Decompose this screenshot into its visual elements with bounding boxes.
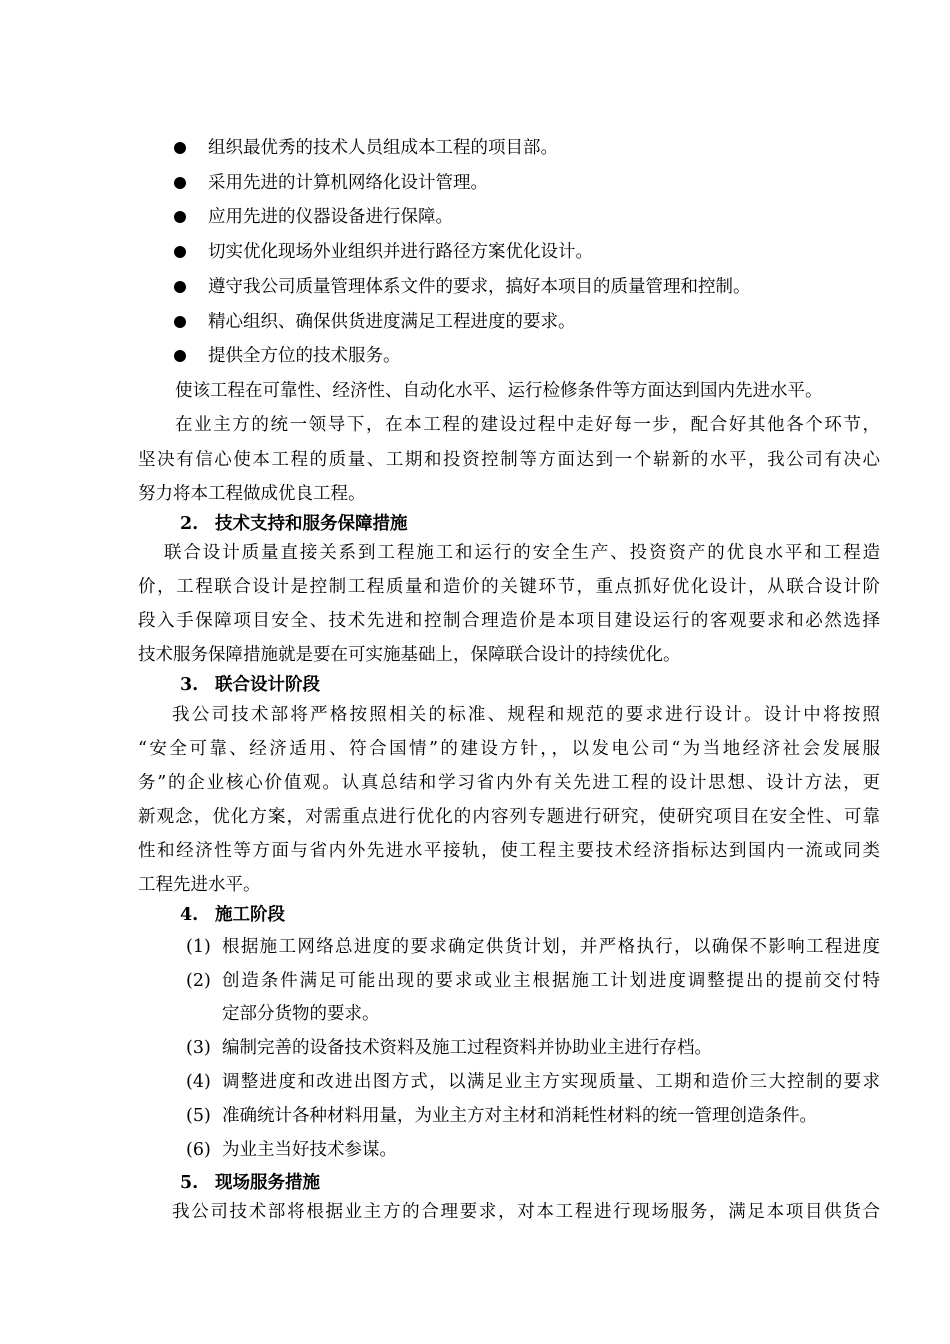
item-index: (6) xyxy=(186,1140,211,1160)
section-title: 联合设计阶段 xyxy=(215,675,320,695)
item-text: 为业主当好技术参谋。 xyxy=(222,1140,397,1160)
bullet-dot-icon xyxy=(174,211,186,223)
bullet-text: 遵守我公司质量管理体系文件的要求，搞好本项目的质量管理和控制。 xyxy=(208,277,751,297)
section-number: 4. xyxy=(180,905,199,925)
section-heading xyxy=(180,1171,320,1195)
bullet-item xyxy=(172,240,880,264)
item-text-continuation: 定部分货物的要求。 xyxy=(222,1004,380,1024)
paragraph-line: “安全可靠、经济适用、符合国情”的建设方针，，以发电公司“为当地经济社会发展服 xyxy=(138,739,880,759)
bullet-dot-icon xyxy=(174,142,186,154)
paragraph-line: 新观念，优化方案，对需重点进行优化的内容列专题进行研究，使研究项目在安全性、可靠 xyxy=(138,807,880,827)
item-text: 调整进度和改进出图方式，以满足业主方实现质量、工期和造价三大控制的要求 xyxy=(222,1072,880,1092)
item-index: (1) xyxy=(186,937,211,957)
bullet-text: 切实优化现场外业组织并进行路径方案优化设计。 xyxy=(208,242,593,262)
paragraph-line: 性和经济性等方面与省内外先进水平接轨，使工程主要技术经济指标达到国内一流或同类 xyxy=(138,841,880,861)
bullet-dot-icon xyxy=(174,316,186,328)
paragraph-line: 在业主方的统一领导下，在本工程的建设过程中走好每一步，配合好其他各个环节， xyxy=(175,415,880,435)
bullet-text: 精心组织、确保供货进度满足工程进度的要求。 xyxy=(208,312,576,332)
numbered-item xyxy=(186,935,880,959)
bullet-text: 组织最优秀的技术人员组成本工程的项目部。 xyxy=(208,138,558,158)
item-index: (4) xyxy=(186,1072,211,1092)
paragraph-line: 技术服务保障措施就是要在可实施基础上，保障联合设计的持续优化。 xyxy=(138,645,681,665)
paragraph-line: 价，工程联合设计是控制工程质量和造价的关键环节，重点抓好优化设计，从联合设计阶 xyxy=(138,577,880,597)
paragraph-line: 我公司技术部将严格按照相关的标准、规程和规范的要求进行设计。设计中将按照 xyxy=(172,705,880,725)
paragraph-line: 联合设计质量直接关系到工程施工和运行的安全生产、投资资产的优良水平和工程造 xyxy=(164,543,880,563)
section-number: 2. xyxy=(180,514,199,534)
paragraph-line: 务”的企业核心价值观。认真总结和学习省内外有关先进工程的设计思想、设计方法，更 xyxy=(138,773,880,793)
paragraph-line: 工程先进水平。 xyxy=(138,875,261,895)
bullet-dot-icon xyxy=(174,177,186,189)
item-index: (5) xyxy=(186,1106,211,1126)
paragraph-line: 使该工程在可靠性、经济性、自动化水平、运行检修条件等方面达到国内先进水平。 xyxy=(175,381,823,401)
section-title: 技术支持和服务保障措施 xyxy=(215,514,408,534)
item-text: 根据施工网络总进度的要求确定供货计划，并严格执行，以确保不影响工程进度 xyxy=(222,937,880,957)
section-number: 5. xyxy=(180,1173,199,1193)
bullet-dot-icon xyxy=(174,281,186,293)
paragraph-line: 段入手保障项目安全、技术先进和控制合理造价是本项目建设运行的客观要求和必然选择 xyxy=(138,611,880,631)
bullet-dot-icon xyxy=(174,246,186,258)
paragraph-line: 我公司技术部将根据业主方的合理要求，对本工程进行现场服务，满足本项目供货合 xyxy=(172,1202,880,1222)
section-title: 现场服务措施 xyxy=(215,1173,320,1193)
numbered-item xyxy=(186,1070,880,1094)
section-heading xyxy=(180,512,408,536)
numbered-item xyxy=(186,1138,880,1162)
numbered-item xyxy=(186,969,880,993)
bullet-text: 应用先进的仪器设备进行保障。 xyxy=(208,207,453,227)
paragraph-line: 努力将本工程做成优良工程。 xyxy=(138,484,366,504)
item-index: (2) xyxy=(186,971,211,991)
bullet-item xyxy=(172,171,880,195)
bullet-text: 采用先进的计算机网络化设计管理。 xyxy=(208,173,488,193)
item-text: 准确统计各种材料用量，为业主方对主材和消耗性材料的统一管理创造条件。 xyxy=(222,1106,817,1126)
section-title: 施工阶段 xyxy=(215,905,285,925)
item-index: (3) xyxy=(186,1038,211,1058)
numbered-item xyxy=(186,1104,880,1128)
item-text: 编制完善的设备技术资料及施工过程资料并协助业主进行存档。 xyxy=(222,1038,712,1058)
section-number: 3. xyxy=(180,675,199,695)
numbered-item xyxy=(186,1036,880,1060)
bullet-item xyxy=(172,275,880,299)
paragraph-line: 坚决有信心使本工程的质量、工期和投资控制等方面达到一个崭新的水平，我公司有决心 xyxy=(138,450,880,470)
bullet-item xyxy=(172,205,880,229)
bullet-item xyxy=(172,310,880,334)
bullet-text: 提供全方位的技术服务。 xyxy=(208,346,401,366)
bullet-dot-icon xyxy=(174,350,186,362)
section-heading xyxy=(180,673,320,697)
item-text: 创造条件满足可能出现的要求或业主根据施工计划进度调整提出的提前交付特 xyxy=(222,971,880,991)
section-heading xyxy=(180,903,285,927)
bullet-item xyxy=(172,136,880,160)
bullet-item xyxy=(172,344,880,368)
